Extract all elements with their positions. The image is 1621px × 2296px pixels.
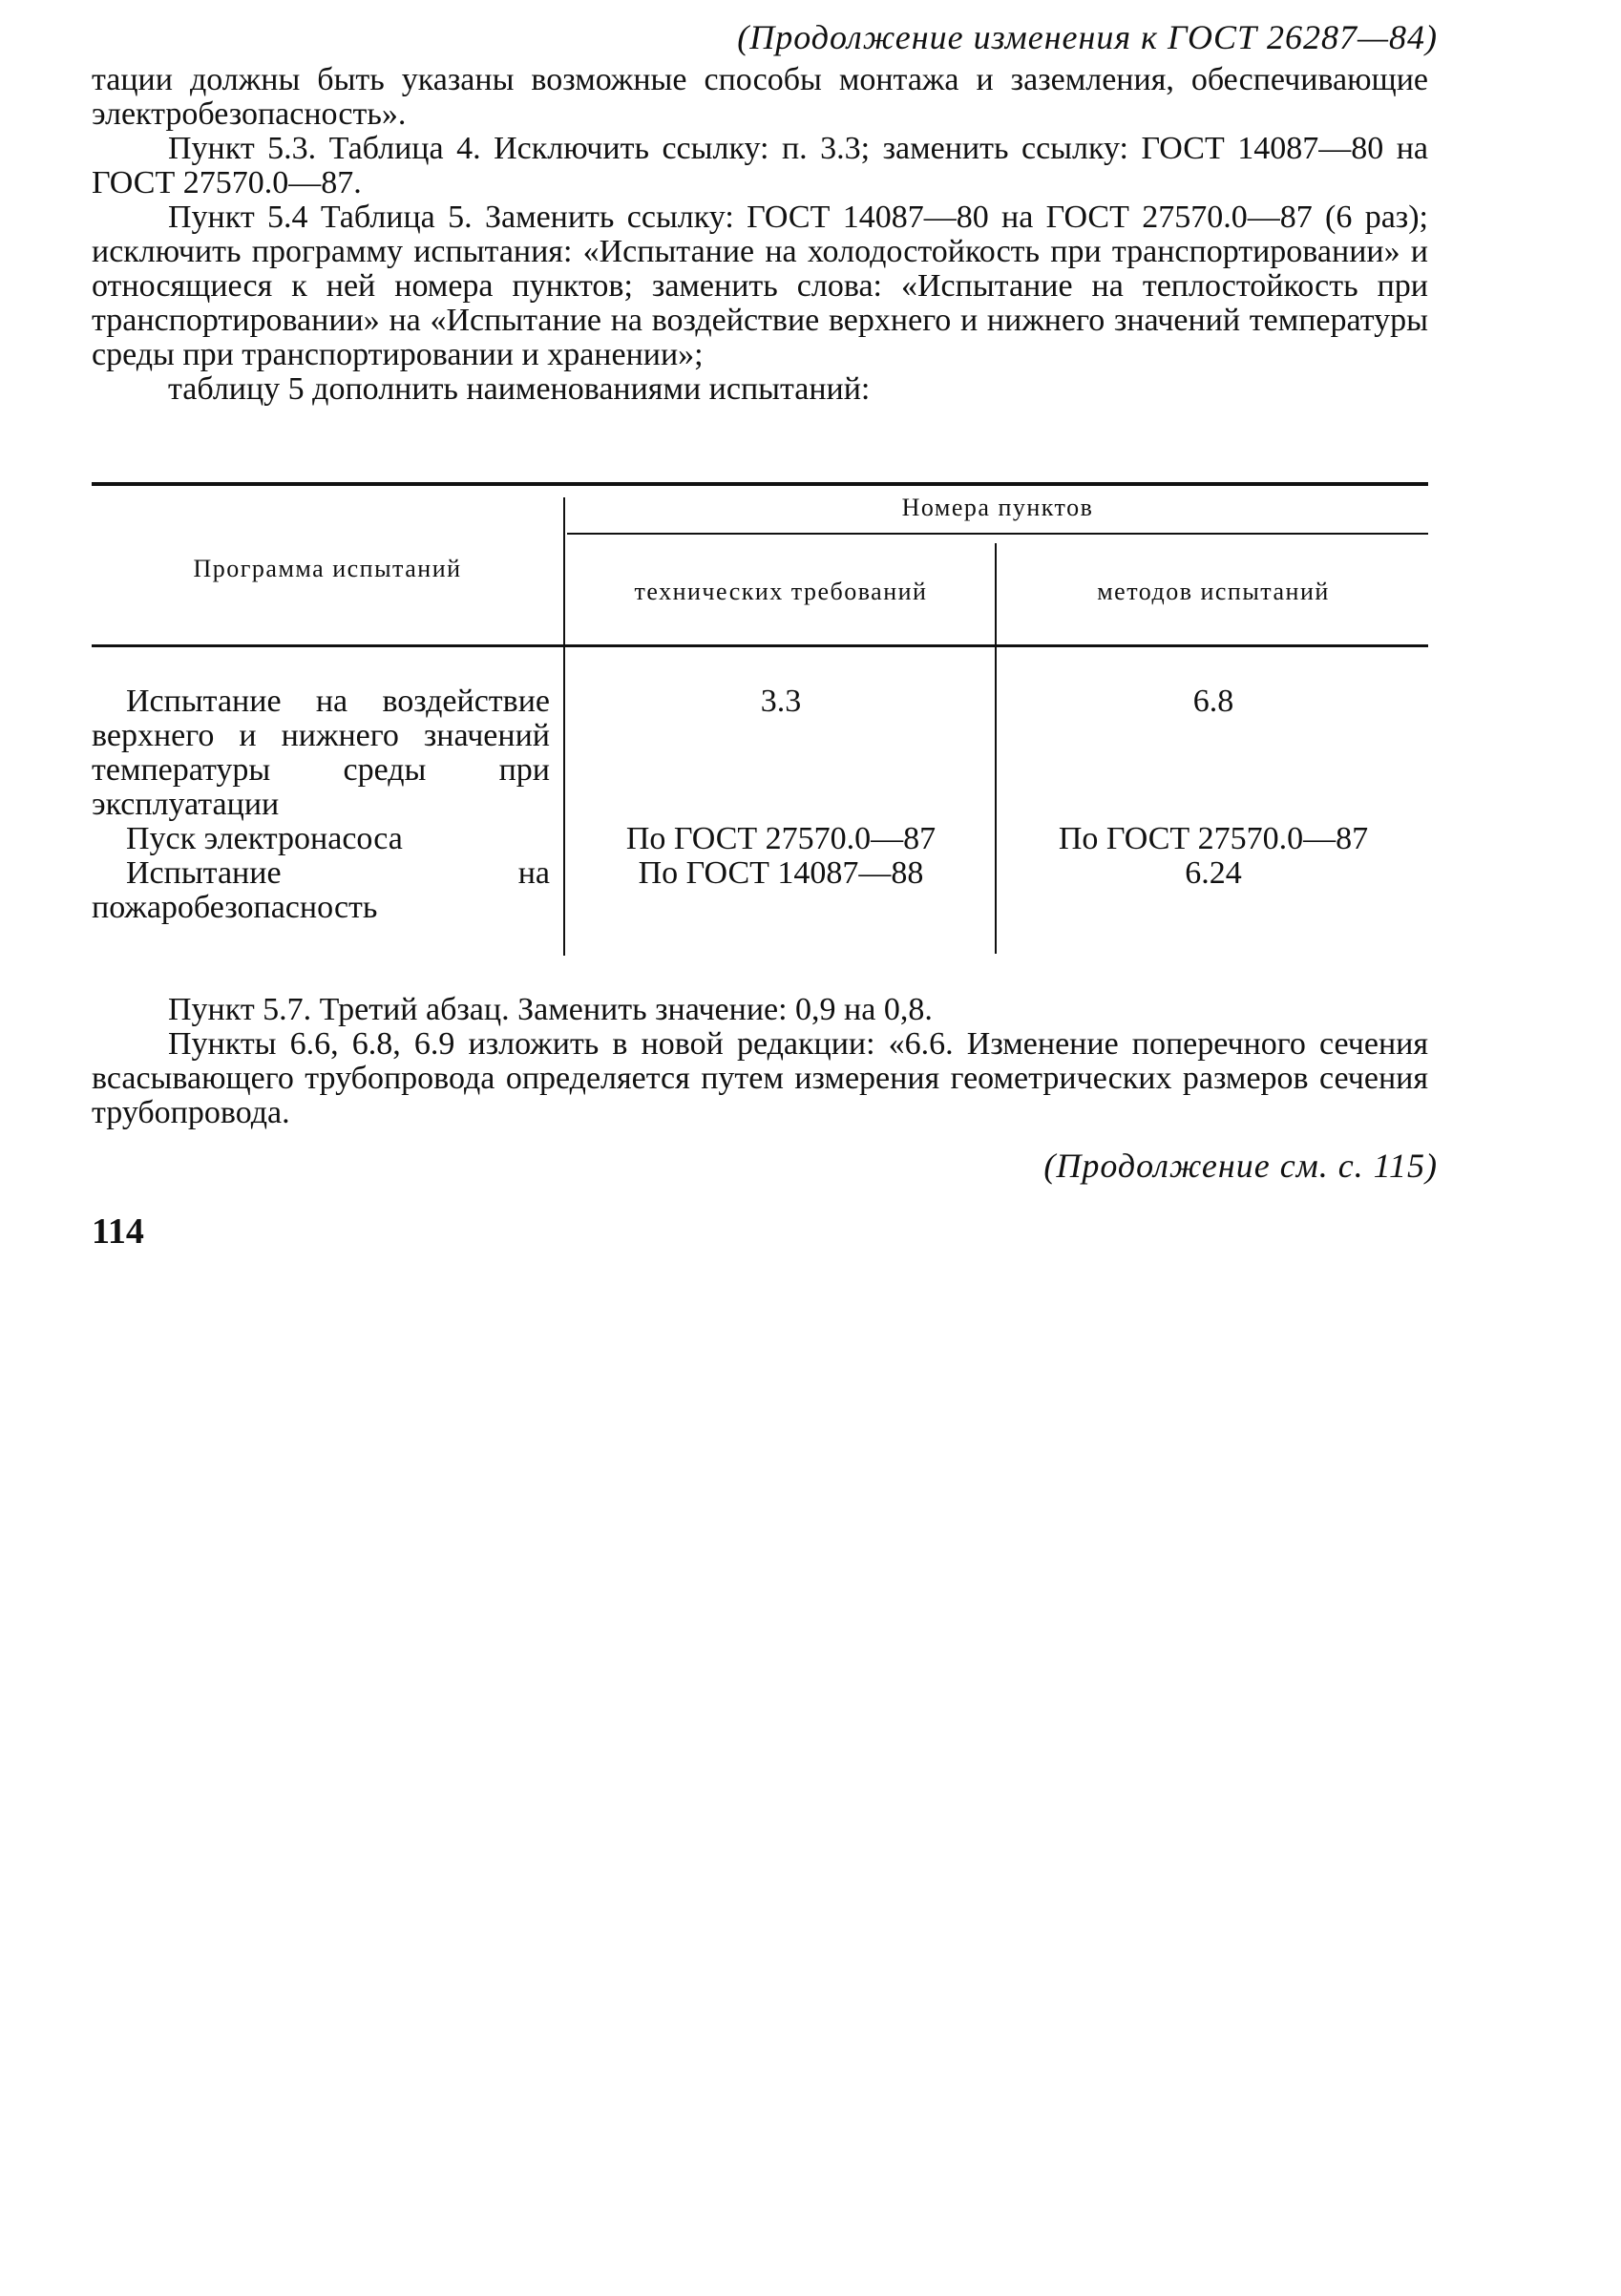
row-1-program: Испытание на воздействие верхнего и нижнего значений температуры среды при эксплуатации	[92, 684, 550, 822]
table-column-divider-1	[563, 497, 565, 956]
paragraph-item-5-3: Пункт 5.3. Таблица 4. Исключить ссылку: п. 3.3; заменить ссылку: ГОСТ 14087—80 на ГОСТ 27570.0—87.	[92, 131, 1428, 200]
row-1-methods: 6.8	[1192, 684, 1234, 719]
row-2-technical: По ГОСТ 27570.0—87	[625, 821, 937, 856]
top-text-block	[92, 63, 1428, 407]
tests-table	[92, 482, 1428, 959]
footer-continuation-note: (Продолжение см. с. 115)	[1043, 1147, 1438, 1185]
row-2-methods: По ГОСТ 27570.0—87	[1058, 821, 1369, 856]
paragraph-item-5-7: Пункт 5.7. Третий абзац. Заменить значение: 0,9 на 0,8.	[168, 992, 933, 1027]
table-header-rule	[92, 644, 1428, 647]
row-1-technical: 3.3	[760, 684, 802, 719]
row-2-program: Пуск электронасоса	[126, 821, 403, 856]
paragraph-items-6-6: Пункты 6.6, 6.8, 6.9 изложить в новой редакции: «6.6. Изменение поперечного сечения всасывающего трубопровода определяется путем измерения геометрических размеров сечения трубопровода.	[92, 1026, 1428, 1130]
column-header-numbers: Номера пунктов	[901, 494, 1094, 521]
page-number: 114	[92, 1211, 144, 1252]
column-header-technical: технических требований	[634, 578, 928, 605]
column-header-program: Программа испытаний	[193, 555, 462, 582]
row-3-methods: 6.24	[1185, 855, 1242, 891]
table-row-program	[92, 685, 550, 925]
paragraph-item-5-4: Пункт 5.4 Таблица 5. Заменить ссылку: ГОСТ 14087—80 на ГОСТ 27570.0—87 (6 раз); исключить программу испытания: «Испытание на холодостойкость при транспортировании» и относящиеся к ней номера пунктов; заменить слова: «Испытание на теплостойкость при транспортировании» на «Испытание на воздействие верхнего и нижнего значений температуры среды при транспортировании и хранении»;	[92, 200, 1428, 372]
table-column-divider-2	[995, 543, 997, 954]
paragraph-intro: тации должны быть указаны возможные способы монтажа и заземления, обеспечивающие электробезопасность».	[92, 62, 1428, 132]
column-header-methods: методов испытаний	[1097, 578, 1330, 605]
header-continuation-note: (Продолжение изменения к ГОСТ 26287—84)	[737, 18, 1438, 56]
table-top-rule	[92, 482, 1428, 486]
row-3-program: Испытание на пожаробезопасность	[92, 855, 550, 925]
bottom-text-block	[92, 993, 1428, 1130]
row-3-technical: По ГОСТ 14087—88	[638, 855, 924, 891]
paragraph-table-5-intro: таблицу 5 дополнить наименованиями испытаний:	[168, 371, 871, 407]
table-subheader-rule	[567, 533, 1428, 535]
